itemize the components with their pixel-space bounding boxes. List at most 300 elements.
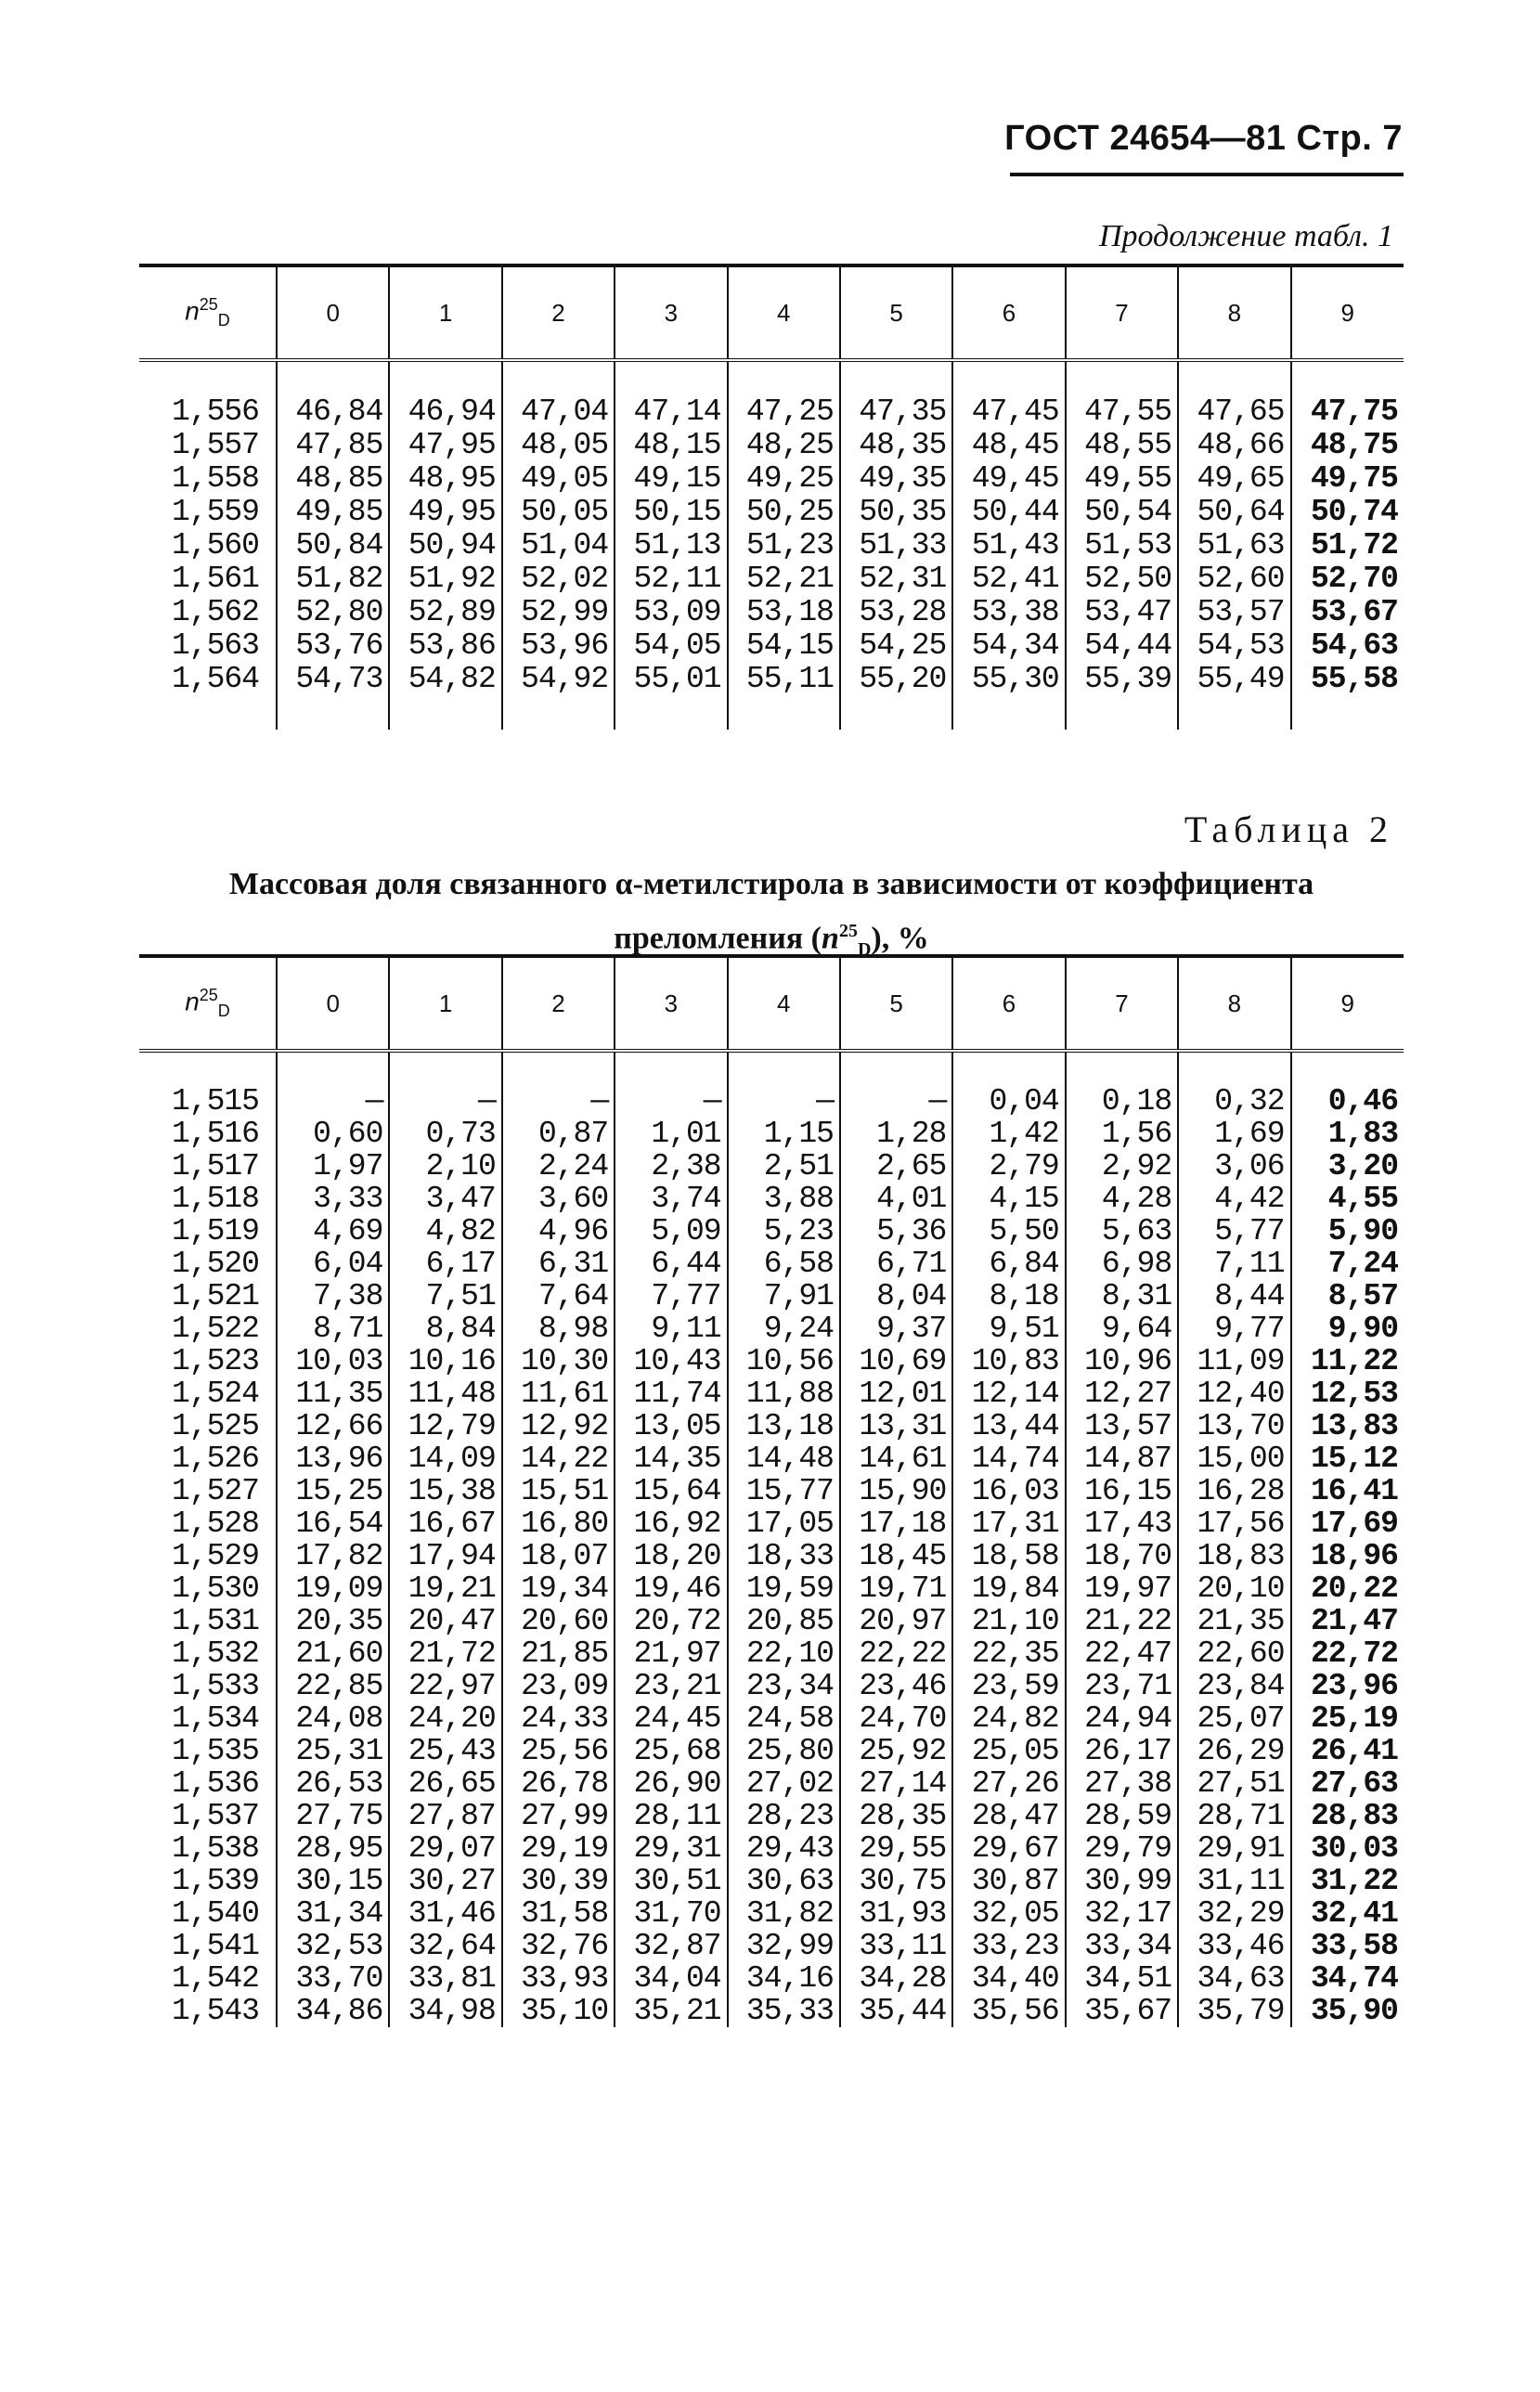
table-cell: 0,04	[952, 1085, 1065, 1118]
table-cell: 15,00	[1178, 1442, 1290, 1475]
table-cell: 18,45	[840, 1540, 952, 1572]
table-cell: 16,28	[1178, 1475, 1290, 1507]
table-cell: 2,38	[615, 1150, 727, 1183]
table-cell: 50,25	[728, 496, 840, 529]
table-row	[139, 562, 1404, 596]
table-tail-row	[139, 696, 1404, 730]
table-cell: 12,53	[1291, 1377, 1404, 1410]
table-cell: 29,91	[1178, 1832, 1290, 1865]
table-cell: 16,15	[1066, 1475, 1178, 1507]
table-cell: 17,94	[389, 1540, 501, 1572]
table-cell: 5,90	[1291, 1215, 1404, 1248]
table-cell: 28,23	[728, 1800, 840, 1832]
table-row	[139, 1995, 1404, 2027]
table-cell: 53,57	[1178, 596, 1290, 629]
row-index-cell: 1,520	[171, 1247, 259, 1281]
table-cell: 24,94	[1066, 1702, 1178, 1735]
table-cell: 47,65	[1178, 395, 1290, 429]
table2-col-header: 9	[1291, 956, 1404, 1051]
table-cell: 21,10	[952, 1605, 1065, 1637]
table-cell: 52,60	[1178, 562, 1290, 596]
table1-col-header: 5	[840, 265, 952, 360]
table2-header-row	[139, 956, 1404, 1051]
table-cell: 22,60	[1178, 1637, 1290, 1670]
table-cell: 7,77	[615, 1280, 727, 1312]
table-row	[139, 1540, 1404, 1572]
table-row	[139, 496, 1404, 529]
page-number: Стр. 7	[1296, 119, 1403, 158]
table-cell: 24,08	[277, 1702, 389, 1735]
table-row	[139, 1280, 1404, 1312]
table-cell: 31,22	[1291, 1865, 1404, 1897]
table-cell: 10,56	[728, 1345, 840, 1377]
table-cell: 15,90	[840, 1475, 952, 1507]
table-cell: 48,95	[389, 462, 501, 496]
table-cell: 10,03	[277, 1345, 389, 1377]
table-cell: 48,85	[277, 462, 389, 496]
table-cell: 26,29	[1178, 1735, 1290, 1767]
row-index-cell: 1,528	[171, 1506, 259, 1541]
table2-col-header: 2	[502, 956, 615, 1051]
table-cell: 16,80	[502, 1507, 615, 1540]
table-cell: 23,59	[952, 1670, 1065, 1702]
table-cell: 14,48	[728, 1442, 840, 1475]
table-cell: 51,92	[389, 562, 501, 596]
table-cell: 55,39	[1066, 663, 1178, 696]
table-cell: 48,15	[615, 429, 727, 462]
table-cell: 49,75	[1291, 462, 1404, 496]
table-cell: 24,20	[389, 1702, 501, 1735]
table-cell: 9,64	[1066, 1312, 1178, 1345]
table-cell: 49,55	[1066, 462, 1178, 496]
table-cell: 14,35	[615, 1442, 727, 1475]
table-cell: 8,98	[502, 1312, 615, 1345]
table-cell: 53,28	[840, 596, 952, 629]
table-cell: 30,75	[840, 1865, 952, 1897]
table1-col-header: 2	[502, 265, 615, 360]
table-row	[139, 1085, 1404, 1118]
table-cell: 23,84	[1178, 1670, 1290, 1702]
table-cell: 48,55	[1066, 429, 1178, 462]
table-cell: 5,50	[952, 1215, 1065, 1248]
table-cell: 8,04	[840, 1280, 952, 1312]
table-cell: 20,10	[1178, 1572, 1290, 1605]
table-cell: 0,60	[277, 1118, 389, 1150]
table-cell: 53,86	[389, 629, 501, 663]
table-cell: 51,13	[615, 529, 727, 562]
table-cell: 14,61	[840, 1442, 952, 1475]
table-cell: 10,43	[615, 1345, 727, 1377]
table-cell: 53,76	[277, 629, 389, 663]
table-cell: 22,72	[1291, 1637, 1404, 1670]
table-cell: 25,07	[1178, 1702, 1290, 1735]
table-cell: 2,79	[952, 1150, 1065, 1183]
table-cell: 54,05	[615, 629, 727, 663]
table-cell: 7,24	[1291, 1248, 1404, 1280]
table-cell: 15,64	[615, 1475, 727, 1507]
row-index-cell: 1,538	[171, 1831, 259, 1866]
table-cell: 9,24	[728, 1312, 840, 1345]
table-cell: 16,92	[615, 1507, 727, 1540]
table-cell: 15,12	[1291, 1442, 1404, 1475]
table-cell: 25,05	[952, 1735, 1065, 1767]
table-cell: 18,20	[615, 1540, 727, 1572]
table-row	[139, 462, 1404, 496]
table-cell: 55,20	[840, 663, 952, 696]
table-cell: 35,33	[728, 1995, 840, 2027]
table-cell: 48,45	[952, 429, 1065, 462]
table-cell: 47,45	[952, 395, 1065, 429]
table-cell: 1,28	[840, 1118, 952, 1150]
table-cell: 12,79	[389, 1410, 501, 1442]
table-cell: 27,26	[952, 1767, 1065, 1800]
table-cell: 51,63	[1178, 529, 1290, 562]
row-index-cell: 1,527	[171, 1474, 259, 1508]
table-cell: 27,02	[728, 1767, 840, 1800]
table-cell: 49,95	[389, 496, 501, 529]
table-cell: 15,25	[277, 1475, 389, 1507]
table-cell: 12,66	[277, 1410, 389, 1442]
table-cell: 53,18	[728, 596, 840, 629]
table-cell: 23,96	[1291, 1670, 1404, 1702]
table-cell: 32,87	[615, 1930, 727, 1962]
table-cell: 32,64	[389, 1930, 501, 1962]
table-cell: 7,51	[389, 1280, 501, 1312]
table-cell: 35,90	[1291, 1995, 1404, 2027]
table2-col-header: 1	[389, 956, 501, 1051]
table1-col-header: 7	[1066, 265, 1178, 360]
table-cell: 51,53	[1066, 529, 1178, 562]
table-cell: 52,41	[952, 562, 1065, 596]
row-index-cell: 1,522	[171, 1312, 259, 1346]
table-cell: 27,51	[1178, 1767, 1290, 1800]
table-cell: 23,21	[615, 1670, 727, 1702]
table-cell: 1,83	[1291, 1118, 1404, 1150]
table-cell: 14,22	[502, 1442, 615, 1475]
table-cell: 22,47	[1066, 1637, 1178, 1670]
row-index-cell: 1,560	[171, 528, 259, 562]
table-cell: 53,47	[1066, 596, 1178, 629]
table-row	[139, 1410, 1404, 1442]
table-cell: 31,93	[840, 1897, 952, 1930]
table-row	[139, 1475, 1404, 1507]
table-cell: 8,71	[277, 1312, 389, 1345]
table1-col-header: 1	[389, 265, 501, 360]
table-cell: 2,24	[502, 1150, 615, 1183]
table-cell: 21,85	[502, 1637, 615, 1670]
table-cell: 4,01	[840, 1183, 952, 1215]
table-row	[139, 1118, 1404, 1150]
table-cell: 49,45	[952, 462, 1065, 496]
table-cell: 32,17	[1066, 1897, 1178, 1930]
table-cell: 16,03	[952, 1475, 1065, 1507]
table-row	[139, 1442, 1404, 1475]
table-cell: 51,43	[952, 529, 1065, 562]
table-cell: 53,67	[1291, 596, 1404, 629]
table-cell: 28,71	[1178, 1800, 1290, 1832]
table-cell: 17,82	[277, 1540, 389, 1572]
table-cell: 9,51	[952, 1312, 1065, 1345]
table-cell: 50,15	[615, 496, 727, 529]
table-cell: 5,63	[1066, 1215, 1178, 1248]
table-cell: —	[840, 1085, 952, 1118]
table2-col-header: 8	[1178, 956, 1290, 1051]
table-cell: 1,56	[1066, 1118, 1178, 1150]
table-cell: 12,14	[952, 1377, 1065, 1410]
table-cell: 8,84	[389, 1312, 501, 1345]
table-cell: 17,18	[840, 1507, 952, 1540]
table-row	[139, 1507, 1404, 1540]
table-cell: 30,51	[615, 1865, 727, 1897]
table-cell: 51,23	[728, 529, 840, 562]
table-cell: —	[728, 1085, 840, 1118]
table-cell: 28,59	[1066, 1800, 1178, 1832]
table-row	[139, 1897, 1404, 1930]
table-cell: 24,70	[840, 1702, 952, 1735]
table-cell: 53,96	[502, 629, 615, 663]
table-cell: 2,51	[728, 1150, 840, 1183]
table-cell: 3,47	[389, 1183, 501, 1215]
table-cell: 21,72	[389, 1637, 501, 1670]
table-cell: 3,20	[1291, 1150, 1404, 1183]
table-cell: 49,05	[502, 462, 615, 496]
table-row	[139, 1832, 1404, 1865]
table-cell: 51,33	[840, 529, 952, 562]
table-row	[139, 1605, 1404, 1637]
table-cell: 28,35	[840, 1800, 952, 1832]
table-cell: 13,83	[1291, 1410, 1404, 1442]
table-cell: 52,31	[840, 562, 952, 596]
table-row	[139, 663, 1404, 696]
table-cell: 10,30	[502, 1345, 615, 1377]
table-cell: 19,34	[502, 1572, 615, 1605]
table2-label: Таблица 2	[1184, 808, 1393, 850]
table-cell: 30,03	[1291, 1832, 1404, 1865]
table-cell: 54,15	[728, 629, 840, 663]
table-cell: 52,70	[1291, 562, 1404, 596]
row-index-cell: 1,535	[171, 1734, 259, 1768]
table-cell: 48,75	[1291, 429, 1404, 462]
table-cell: 14,09	[389, 1442, 501, 1475]
row-index-cell: 1,529	[171, 1539, 259, 1573]
table-cell: 28,95	[277, 1832, 389, 1865]
table-cell: 6,44	[615, 1248, 727, 1280]
table-cell: 48,05	[502, 429, 615, 462]
table-cell: 0,18	[1066, 1085, 1178, 1118]
table-row	[139, 1377, 1404, 1410]
table-cell: 35,79	[1178, 1995, 1290, 2027]
table2-col-header: 3	[615, 956, 727, 1051]
table-cell: 51,72	[1291, 529, 1404, 562]
table-cell: 6,04	[277, 1248, 389, 1280]
table-cell: 33,93	[502, 1962, 615, 1995]
table1-col-header: 0	[277, 265, 389, 360]
table-cell: —	[277, 1085, 389, 1118]
table-cell: 29,43	[728, 1832, 840, 1865]
table-cell: 34,04	[615, 1962, 727, 1995]
table-row	[139, 1312, 1404, 1345]
table-cell: 26,17	[1066, 1735, 1178, 1767]
row-index-cell: 1,539	[171, 1864, 259, 1898]
table-cell: 55,01	[615, 663, 727, 696]
table1	[139, 264, 1404, 730]
table-cell: 50,05	[502, 496, 615, 529]
table-cell: 4,82	[389, 1215, 501, 1248]
table-cell: 18,83	[1178, 1540, 1290, 1572]
table-cell: 7,11	[1178, 1248, 1290, 1280]
table-cell: 4,69	[277, 1215, 389, 1248]
table-cell: 33,70	[277, 1962, 389, 1995]
table-row	[139, 1962, 1404, 1995]
row-index-cell: 1,524	[171, 1377, 259, 1411]
table-cell: 52,02	[502, 562, 615, 596]
table-cell: 0,73	[389, 1118, 501, 1150]
table1-header-row	[139, 265, 1404, 360]
table-row	[139, 1702, 1404, 1735]
table-cell: 0,32	[1178, 1085, 1290, 1118]
table-cell: 55,11	[728, 663, 840, 696]
table-cell: 25,92	[840, 1735, 952, 1767]
table-cell: 20,85	[728, 1605, 840, 1637]
table-cell: 31,82	[728, 1897, 840, 1930]
table-cell: 0,87	[502, 1118, 615, 1150]
row-index-cell: 1,532	[171, 1636, 259, 1671]
table-cell: 18,07	[502, 1540, 615, 1572]
row-index-cell: 1,541	[171, 1929, 259, 1963]
table-cell: 21,97	[615, 1637, 727, 1670]
table-row	[139, 1767, 1404, 1800]
table-cell: 34,40	[952, 1962, 1065, 1995]
table-cell: 47,14	[615, 395, 727, 429]
table-cell: 19,09	[277, 1572, 389, 1605]
table-cell: 1,01	[615, 1118, 727, 1150]
table-cell: 15,38	[389, 1475, 501, 1507]
table-cell: 33,11	[840, 1930, 952, 1962]
table-cell: 3,88	[728, 1183, 840, 1215]
table-cell: 9,11	[615, 1312, 727, 1345]
table-cell: 28,83	[1291, 1800, 1404, 1832]
table-cell: 33,23	[952, 1930, 1065, 1962]
table-row	[139, 1215, 1404, 1248]
table-cell: 7,38	[277, 1280, 389, 1312]
table-cell: 19,59	[728, 1572, 840, 1605]
table-cell: 12,27	[1066, 1377, 1178, 1410]
table-cell: 4,55	[1291, 1183, 1404, 1215]
table-cell: 53,38	[952, 596, 1065, 629]
row-index-cell: 1,518	[171, 1182, 259, 1216]
table-cell: 22,85	[277, 1670, 389, 1702]
table-cell: 29,67	[952, 1832, 1065, 1865]
table-cell: 47,25	[728, 395, 840, 429]
table1-col-header: 6	[952, 265, 1065, 360]
table-row	[139, 1865, 1404, 1897]
table-cell: 54,25	[840, 629, 952, 663]
table-cell: 13,96	[277, 1442, 389, 1475]
table-cell: 34,63	[1178, 1962, 1290, 1995]
table-row	[139, 596, 1404, 629]
table-cell: 9,37	[840, 1312, 952, 1345]
table-cell: 33,58	[1291, 1930, 1404, 1962]
table-cell: 13,57	[1066, 1410, 1178, 1442]
table-cell: 47,75	[1291, 395, 1404, 429]
table-cell: 11,74	[615, 1377, 727, 1410]
table-cell: 35,44	[840, 1995, 952, 2027]
table1-col-header: 8	[1178, 265, 1290, 360]
table-cell: 23,46	[840, 1670, 952, 1702]
table-cell: 47,85	[277, 429, 389, 462]
table-cell: 11,48	[389, 1377, 501, 1410]
table-cell: 25,31	[277, 1735, 389, 1767]
table-cell: 0,46	[1291, 1085, 1404, 1118]
table-cell: 30,15	[277, 1865, 389, 1897]
table-cell: 52,11	[615, 562, 727, 596]
table-cell: 31,58	[502, 1897, 615, 1930]
table-cell: 19,71	[840, 1572, 952, 1605]
table-cell: 55,58	[1291, 663, 1404, 696]
table-cell: 48,25	[728, 429, 840, 462]
table-cell: 6,17	[389, 1248, 501, 1280]
table-cell: 25,80	[728, 1735, 840, 1767]
table-row	[139, 1670, 1404, 1702]
table-row	[139, 529, 1404, 562]
table-cell: 33,81	[389, 1962, 501, 1995]
table-cell: 20,72	[615, 1605, 727, 1637]
row-index-cell: 1,561	[171, 562, 259, 596]
table-cell: 33,46	[1178, 1930, 1290, 1962]
table1-continuation-caption: Продолжение табл. 1	[1098, 219, 1393, 253]
table-cell: 24,33	[502, 1702, 615, 1735]
table-cell: —	[502, 1085, 615, 1118]
table-cell: 34,16	[728, 1962, 840, 1995]
table-row	[139, 1800, 1404, 1832]
table-cell: 7,91	[728, 1280, 840, 1312]
table-cell: 21,60	[277, 1637, 389, 1670]
table-row	[139, 1572, 1404, 1605]
table-cell: 18,70	[1066, 1540, 1178, 1572]
table-cell: 20,60	[502, 1605, 615, 1637]
table-cell: 52,80	[277, 596, 389, 629]
row-index-cell: 1,521	[171, 1279, 259, 1313]
table-cell: 55,30	[952, 663, 1065, 696]
table-cell: 17,05	[728, 1507, 840, 1540]
table-cell: 52,21	[728, 562, 840, 596]
row-index-cell: 1,558	[171, 461, 259, 496]
table-cell: 3,33	[277, 1183, 389, 1215]
table-cell: 21,35	[1178, 1605, 1290, 1637]
row-index-cell: 1,564	[171, 662, 259, 696]
table-cell: 52,89	[389, 596, 501, 629]
table-cell: 31,34	[277, 1897, 389, 1930]
table-cell: 19,21	[389, 1572, 501, 1605]
table-cell: 48,35	[840, 429, 952, 462]
table2-col-header: 4	[728, 956, 840, 1051]
table-cell: 47,95	[389, 429, 501, 462]
table-cell: 23,71	[1066, 1670, 1178, 1702]
table2-col-header: 6	[952, 956, 1065, 1051]
table1-col-header: 3	[615, 265, 727, 360]
table-cell: 6,84	[952, 1248, 1065, 1280]
row-index-cell: 1,515	[171, 1084, 259, 1118]
table-cell: 29,55	[840, 1832, 952, 1865]
table-cell: 26,41	[1291, 1735, 1404, 1767]
table2-title-line1: Массовая доля связанного α-метилстирола в зависимости от коэффициента	[228, 867, 1314, 901]
table-cell: 3,60	[502, 1183, 615, 1215]
table-cell: 3,06	[1178, 1150, 1290, 1183]
table-cell: 51,82	[277, 562, 389, 596]
row-index-cell: 1,542	[171, 1961, 259, 1996]
table-cell: 10,16	[389, 1345, 501, 1377]
table-cell: 18,96	[1291, 1540, 1404, 1572]
